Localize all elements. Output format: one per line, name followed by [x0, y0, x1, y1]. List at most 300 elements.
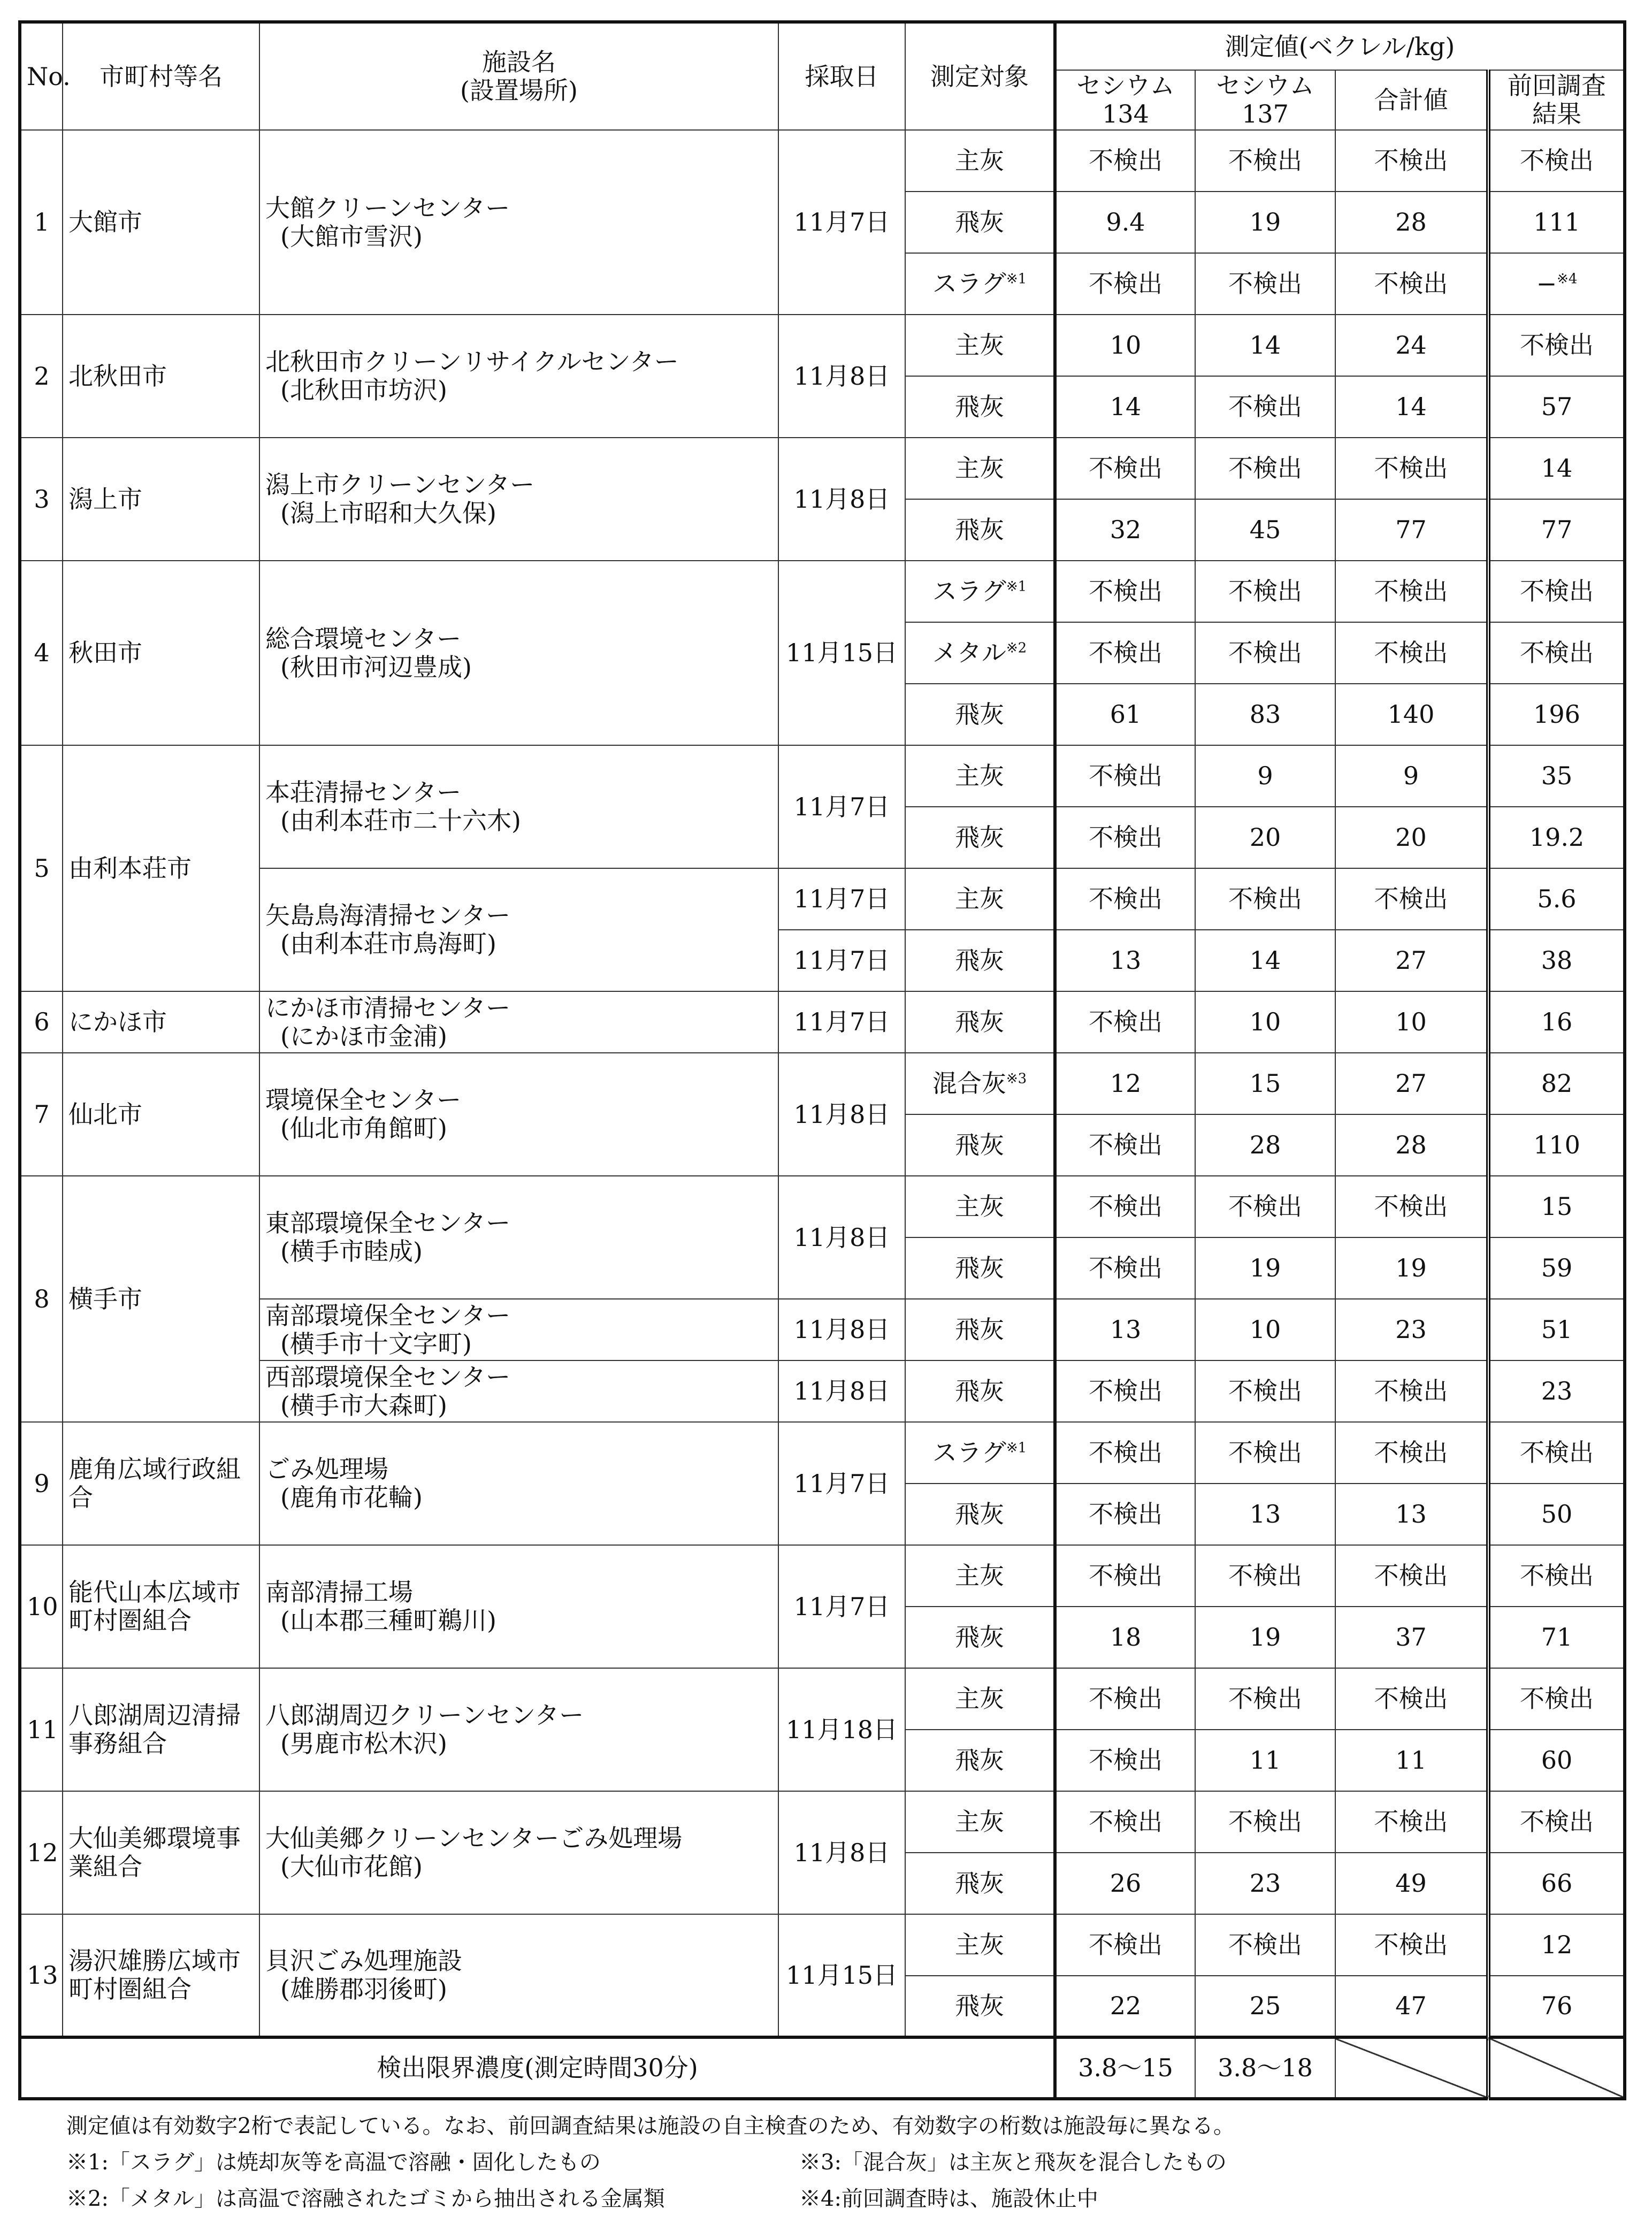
cell-date: 11月7日	[778, 1545, 905, 1668]
cell-cs137: 20	[1195, 807, 1335, 868]
target-label: 飛灰	[955, 208, 1004, 237]
cell-cs137: 不検出	[1195, 1545, 1335, 1607]
table-row	[20, 868, 1625, 930]
cell-municipality: 仙北市	[63, 1053, 259, 1176]
table-row	[20, 1791, 1625, 1853]
cell-municipality: 秋田市	[63, 561, 259, 745]
header-no: No.	[20, 22, 63, 130]
facility-name: 西部環境保全センター	[265, 1362, 511, 1392]
cell-prev	[1488, 438, 1625, 499]
cell-no: 13	[20, 1914, 63, 2037]
cell-cs137: 13	[1195, 1484, 1335, 1545]
cell-cs137: 9	[1195, 745, 1335, 807]
cell-no: 12	[20, 1791, 63, 1914]
cell-prev	[1488, 192, 1625, 253]
cell-cs137: 不検出	[1195, 253, 1335, 315]
header-cs137	[1195, 70, 1335, 130]
header-cs137-line2: 137	[1242, 100, 1289, 128]
detection-limit-label: 検出限界濃度(測定時間30分)	[20, 2037, 1055, 2099]
cell-cs137: 不検出	[1195, 130, 1335, 192]
prev-value: 不検出	[1520, 577, 1594, 606]
header-cs137-line1: セシウム	[1216, 71, 1314, 101]
cell-cs137: 28	[1195, 1114, 1335, 1176]
prev-value: 35	[1541, 761, 1573, 791]
diagonal-cell	[1488, 2037, 1625, 2099]
cell-cs137: 10	[1195, 1299, 1335, 1360]
header-facility	[259, 22, 778, 130]
cell-facility	[259, 1545, 778, 1668]
notes-row-1	[66, 2144, 1623, 2181]
cell-target	[905, 561, 1055, 622]
facility-location: (横手市十文字町)	[280, 1329, 472, 1358]
cell-cs134: 不検出	[1055, 1730, 1195, 1791]
target-label: 飛灰	[955, 1007, 1004, 1037]
target-label: メタル	[932, 638, 1006, 668]
cell-total: 不検出	[1335, 1668, 1488, 1730]
cell-cs134: 22	[1055, 1976, 1195, 2037]
cell-cs134: 10	[1055, 315, 1195, 376]
prev-value: 12	[1541, 1930, 1573, 1960]
note-4: ※4:前回調査時は、施設休止中	[799, 2187, 1098, 2211]
cell-target	[905, 930, 1055, 991]
header-date: 採取日	[778, 22, 905, 130]
header-prev	[1488, 70, 1625, 130]
facility-location: (鹿角市花輪)	[280, 1483, 423, 1512]
facility-location: (横手市大森町)	[280, 1390, 447, 1420]
cell-total: 27	[1335, 1053, 1488, 1114]
cell-prev	[1488, 1237, 1625, 1299]
cell-facility	[259, 1299, 778, 1360]
facility-location: (雄勝郡羽後町)	[280, 1975, 447, 2004]
cell-municipality: 能代山本広域市町村圏組合	[63, 1545, 259, 1668]
cell-prev	[1488, 1422, 1625, 1484]
cell-target	[905, 1114, 1055, 1176]
cell-target	[905, 1176, 1055, 1237]
target-label: 飛灰	[955, 1253, 1004, 1283]
table-row	[20, 1914, 1625, 1976]
facility-name: 八郎湖周辺クリーンセンター	[265, 1701, 584, 1730]
cell-no: 10	[20, 1545, 63, 1668]
table-row	[20, 991, 1625, 1053]
prev-value: 110	[1533, 1130, 1580, 1160]
facility-location: (山本郡三種町鵜川)	[280, 1606, 496, 1635]
cell-facility	[259, 1053, 778, 1176]
cell-municipality: 八郎湖周辺清掃事務組合	[63, 1668, 259, 1791]
cell-total: 20	[1335, 807, 1488, 868]
cell-municipality: 鹿角広域行政組合	[63, 1422, 259, 1545]
diagonal-cell	[1335, 2037, 1488, 2099]
cell-prev	[1488, 1607, 1625, 1668]
cell-date: 11月7日	[778, 130, 905, 315]
cell-date: 11月18日	[778, 1668, 905, 1791]
cell-total: 不検出	[1335, 130, 1488, 192]
prev-value: 38	[1541, 946, 1573, 975]
cell-no: 4	[20, 561, 63, 745]
cell-municipality: 横手市	[63, 1176, 259, 1422]
prev-value: 不検出	[1520, 1684, 1594, 1714]
cell-cs137: 不検出	[1195, 1422, 1335, 1484]
cell-cs134: 不検出	[1055, 745, 1195, 807]
measurement-table	[18, 20, 1626, 2100]
cell-total: 49	[1335, 1853, 1488, 1914]
cell-target	[905, 1668, 1055, 1730]
cell-prev	[1488, 1053, 1625, 1114]
cell-municipality: 大館市	[63, 130, 259, 315]
cell-total: 27	[1335, 930, 1488, 991]
prev-value: 57	[1541, 392, 1573, 422]
cell-prev	[1488, 376, 1625, 438]
cell-prev	[1488, 1114, 1625, 1176]
cell-cs134: 不検出	[1055, 1422, 1195, 1484]
cell-cs134: 13	[1055, 930, 1195, 991]
facility-name: ごみ処理場	[265, 1455, 388, 1484]
cell-prev	[1488, 315, 1625, 376]
cell-total: 47	[1335, 1976, 1488, 2037]
cell-municipality: 大仙美郷環境事業組合	[63, 1791, 259, 1914]
cell-no: 2	[20, 315, 63, 438]
facility-name: 環境保全センター	[265, 1085, 462, 1115]
cell-target	[905, 684, 1055, 745]
cell-no: 1	[20, 130, 63, 315]
cell-cs137: 14	[1195, 930, 1335, 991]
target-label: 混合灰	[932, 1069, 1006, 1098]
table-row	[20, 1422, 1625, 1484]
cell-target	[905, 1607, 1055, 1668]
table-row	[20, 1360, 1625, 1422]
cell-facility	[259, 1422, 778, 1545]
cell-cs137: 15	[1195, 1053, 1335, 1114]
cell-facility	[259, 745, 778, 868]
prev-value: 不検出	[1520, 1807, 1594, 1837]
table-header	[20, 22, 1625, 130]
footnote-mark: ※1	[1006, 1440, 1027, 1456]
cell-municipality: にかほ市	[63, 991, 259, 1053]
footnote-mark: ※4	[1557, 271, 1578, 287]
cell-cs137: 45	[1195, 499, 1335, 561]
cell-facility	[259, 991, 778, 1053]
table-row	[20, 561, 1625, 622]
cell-prev	[1488, 130, 1625, 192]
facility-name: 総合環境センター	[265, 624, 462, 653]
cell-target	[905, 1730, 1055, 1791]
cell-total: 不検出	[1335, 1791, 1488, 1853]
header-municipality: 市町村等名	[63, 22, 259, 130]
cell-target	[905, 315, 1055, 376]
detection-limit-row	[20, 2037, 1625, 2099]
cell-cs137: 11	[1195, 1730, 1335, 1791]
cell-cs134: 不検出	[1055, 1360, 1195, 1422]
cell-cs134: 32	[1055, 499, 1195, 561]
cell-cs134: 不検出	[1055, 622, 1195, 684]
prev-value: 82	[1541, 1069, 1573, 1098]
table-row	[20, 438, 1625, 499]
cell-facility	[259, 1791, 778, 1914]
header-total: 合計値	[1335, 70, 1488, 130]
cell-cs134: 不検出	[1055, 1545, 1195, 1607]
facility-location: (北秋田市坊沢)	[280, 376, 447, 404]
cell-target	[905, 1791, 1055, 1853]
header-cs134-line2: 134	[1102, 100, 1149, 128]
target-label: 主灰	[955, 1930, 1004, 1960]
cell-facility	[259, 561, 778, 745]
target-label: 主灰	[955, 1684, 1004, 1714]
target-label: 飛灰	[955, 700, 1004, 729]
cell-prev	[1488, 807, 1625, 868]
cell-municipality: 湯沢雄勝広域市町村圏組合	[63, 1914, 259, 2037]
cell-no: 7	[20, 1053, 63, 1176]
cell-no: 6	[20, 991, 63, 1053]
footnote-mark: ※1	[1006, 271, 1027, 287]
facility-location: (大館市雪沢)	[280, 221, 423, 251]
cell-cs134: 不検出	[1055, 868, 1195, 930]
cell-total: 不検出	[1335, 1360, 1488, 1422]
table-body	[20, 130, 1625, 2099]
cell-cs134: 不検出	[1055, 991, 1195, 1053]
target-label: 飛灰	[955, 823, 1004, 852]
cell-total: 13	[1335, 1484, 1488, 1545]
prev-value: 66	[1541, 1869, 1573, 1898]
cell-target	[905, 1914, 1055, 1976]
cell-date: 11月7日	[778, 991, 905, 1053]
target-label: 飛灰	[955, 1869, 1004, 1898]
target-label: 主灰	[955, 761, 1004, 791]
prev-value: 77	[1541, 515, 1573, 545]
cell-total: 不検出	[1335, 1422, 1488, 1484]
target-label: 飛灰	[955, 1500, 1004, 1529]
cell-prev	[1488, 1484, 1625, 1545]
prev-value: 不検出	[1520, 638, 1594, 668]
table-row	[20, 1299, 1625, 1360]
cell-total: 14	[1335, 376, 1488, 438]
cell-target	[905, 1853, 1055, 1914]
cell-facility	[259, 868, 778, 991]
header-facility-line1: 施設名	[482, 48, 556, 77]
cell-total: 不検出	[1335, 253, 1488, 315]
cell-target	[905, 1976, 1055, 2037]
cell-target	[905, 192, 1055, 253]
cell-cs137: 19	[1195, 1607, 1335, 1668]
cell-date: 11月8日	[778, 1053, 905, 1176]
prev-value: 50	[1541, 1500, 1573, 1529]
prev-value: 59	[1541, 1253, 1573, 1283]
cell-cs137: 14	[1195, 315, 1335, 376]
cell-target	[905, 807, 1055, 868]
cell-cs134: 不検出	[1055, 253, 1195, 315]
target-label: 主灰	[955, 454, 1004, 483]
target-label: スラグ	[932, 1438, 1006, 1467]
cell-date: 11月8日	[778, 1360, 905, 1422]
prev-value: 15	[1541, 1192, 1573, 1221]
cell-cs137: 不検出	[1195, 868, 1335, 930]
header-prev-line2: 結果	[1532, 100, 1581, 128]
cell-cs134: 61	[1055, 684, 1195, 745]
facility-location: (由利本荘市二十六木)	[280, 806, 521, 835]
notes-row-2	[66, 2181, 1623, 2217]
cell-total: 不検出	[1335, 1176, 1488, 1237]
header-target: 測定対象	[905, 22, 1055, 130]
cell-prev	[1488, 991, 1625, 1053]
cell-cs134: 不検出	[1055, 130, 1195, 192]
cell-cs134: 13	[1055, 1299, 1195, 1360]
cell-total: 10	[1335, 991, 1488, 1053]
cell-target	[905, 1237, 1055, 1299]
facility-name: 大仙美郷クリーンセンターごみ処理場	[265, 1824, 683, 1853]
document-page	[18, 20, 1623, 2217]
target-label: 飛灰	[955, 1377, 1004, 1406]
prev-value: 196	[1533, 700, 1580, 729]
cell-prev	[1488, 1360, 1625, 1422]
target-label: 主灰	[955, 1192, 1004, 1221]
facility-name: 南部環境保全センター	[265, 1301, 511, 1330]
cell-total: 不検出	[1335, 622, 1488, 684]
cell-facility	[259, 1176, 778, 1299]
target-label: 主灰	[955, 331, 1004, 360]
cell-target	[905, 622, 1055, 684]
prev-value: 51	[1541, 1315, 1573, 1344]
cell-cs134: 18	[1055, 1607, 1195, 1668]
cell-cs137: 83	[1195, 684, 1335, 745]
cell-prev	[1488, 499, 1625, 561]
cell-date: 11月7日	[778, 1422, 905, 1545]
cell-date: 11月15日	[778, 1914, 905, 2037]
cell-cs137: 不検出	[1195, 1360, 1335, 1422]
header-measured: 測定値(ベクレル/kg)	[1055, 22, 1625, 70]
facility-name: 本荘清掃センター	[265, 778, 462, 807]
cell-target	[905, 1422, 1055, 1484]
target-label: 飛灰	[955, 1130, 1004, 1160]
target-label: 飛灰	[955, 946, 1004, 975]
cell-date: 11月8日	[778, 438, 905, 561]
prev-value: 60	[1541, 1746, 1573, 1775]
target-label: スラグ	[932, 577, 1006, 606]
cell-cs137: 23	[1195, 1853, 1335, 1914]
cell-prev	[1488, 1545, 1625, 1607]
prev-value: 19.2	[1529, 823, 1585, 852]
prev-value: 16	[1541, 1007, 1573, 1037]
facility-name: 大館クリーンセンター	[265, 193, 510, 223]
cell-prev	[1488, 1914, 1625, 1976]
cell-target	[905, 1484, 1055, 1545]
footnotes	[18, 2108, 1623, 2217]
facility-name: 東部環境保全センター	[265, 1209, 511, 1238]
cell-target	[905, 1360, 1055, 1422]
target-label: 飛灰	[955, 1315, 1004, 1344]
cell-total: 不検出	[1335, 1914, 1488, 1976]
cell-target	[905, 868, 1055, 930]
cell-cs134: 不検出	[1055, 438, 1195, 499]
footnote-mark: ※1	[1006, 578, 1027, 595]
cell-prev	[1488, 1299, 1625, 1360]
cell-cs134: 不検出	[1055, 807, 1195, 868]
cell-total: 11	[1335, 1730, 1488, 1791]
note-1: ※1:「スラグ」は焼却灰等を高温で溶融・固化したもの	[66, 2150, 601, 2175]
footnote-mark: ※3	[1006, 1071, 1027, 1087]
detection-limit-cs137: 3.8〜18	[1195, 2037, 1335, 2099]
cell-prev	[1488, 930, 1625, 991]
cell-date: 11月7日	[778, 745, 905, 868]
cell-cs134: 不検出	[1055, 1237, 1195, 1299]
cell-total: 28	[1335, 192, 1488, 253]
cell-date: 11月8日	[778, 1791, 905, 1914]
cell-prev	[1488, 745, 1625, 807]
cell-total: 不検出	[1335, 561, 1488, 622]
cell-date: 11月8日	[778, 1176, 905, 1299]
cell-cs137: 19	[1195, 1237, 1335, 1299]
footnote-mark: ※2	[1006, 640, 1027, 656]
cell-cs137: 不検出	[1195, 376, 1335, 438]
cell-date: 11月7日	[778, 868, 905, 930]
table-row	[20, 1668, 1625, 1730]
target-label: 主灰	[955, 1561, 1004, 1591]
cell-cs137: 19	[1195, 192, 1335, 253]
cell-total: 不検出	[1335, 1545, 1488, 1607]
cell-cs137: 不検出	[1195, 561, 1335, 622]
header-prev-line1: 前回調査	[1508, 71, 1606, 101]
cell-total: 77	[1335, 499, 1488, 561]
target-label: 飛灰	[955, 1623, 1004, 1652]
cell-prev	[1488, 1176, 1625, 1237]
cell-cs134: 不検出	[1055, 1176, 1195, 1237]
table-row	[20, 1545, 1625, 1607]
table-row	[20, 1053, 1625, 1114]
prev-value: −	[1536, 269, 1557, 299]
target-label: 飛灰	[955, 392, 1004, 422]
cell-target	[905, 745, 1055, 807]
facility-name: にかほ市清掃センター	[265, 993, 511, 1022]
table-row	[20, 315, 1625, 376]
cell-cs134: 14	[1055, 376, 1195, 438]
prev-value: 71	[1541, 1623, 1573, 1652]
facility-location: (秋田市河辺豊成)	[280, 652, 472, 682]
cell-cs134: 不検出	[1055, 561, 1195, 622]
cell-facility	[259, 130, 778, 315]
cell-cs134: 不検出	[1055, 1114, 1195, 1176]
cell-total: 37	[1335, 1607, 1488, 1668]
cell-target	[905, 130, 1055, 192]
cell-total: 23	[1335, 1299, 1488, 1360]
cell-date: 11月15日	[778, 561, 905, 745]
cell-cs137: 不検出	[1195, 1914, 1335, 1976]
cell-target	[905, 499, 1055, 561]
cell-target	[905, 1299, 1055, 1360]
note-main: 測定値は有効数字2桁で表記している。なお、前回調査結果は施設の自主検査のため、有効数字の桁数は施設毎に異なる。	[66, 2114, 1235, 2138]
cell-cs137: 不検出	[1195, 438, 1335, 499]
cell-prev	[1488, 1791, 1625, 1853]
cell-total: 不検出	[1335, 868, 1488, 930]
facility-name: 北秋田市クリーンリサイクルセンター	[265, 347, 679, 377]
cell-cs137: 25	[1195, 1976, 1335, 2037]
prev-value: 5.6	[1537, 884, 1577, 914]
cell-total: 28	[1335, 1114, 1488, 1176]
target-label: 主灰	[955, 146, 1004, 175]
detection-limit-cs134: 3.8〜15	[1055, 2037, 1195, 2099]
prev-value: 111	[1533, 208, 1580, 237]
facility-location: (由利本荘市鳥海町)	[280, 929, 496, 958]
cell-facility	[259, 1914, 778, 2037]
cell-municipality: 北秋田市	[63, 315, 259, 438]
facility-location: (潟上市昭和大久保)	[280, 499, 496, 527]
cell-total: 不検出	[1335, 438, 1488, 499]
cell-prev	[1488, 622, 1625, 684]
cell-target	[905, 376, 1055, 438]
prev-value: 不検出	[1520, 1438, 1594, 1467]
cell-cs134: 不検出	[1055, 1914, 1195, 1976]
table-row	[20, 130, 1625, 192]
cell-date: 11月7日	[778, 930, 905, 991]
facility-name: 貝沢ごみ処理施設	[265, 1946, 462, 1976]
cell-facility	[259, 1360, 778, 1422]
cell-total: 19	[1335, 1237, 1488, 1299]
